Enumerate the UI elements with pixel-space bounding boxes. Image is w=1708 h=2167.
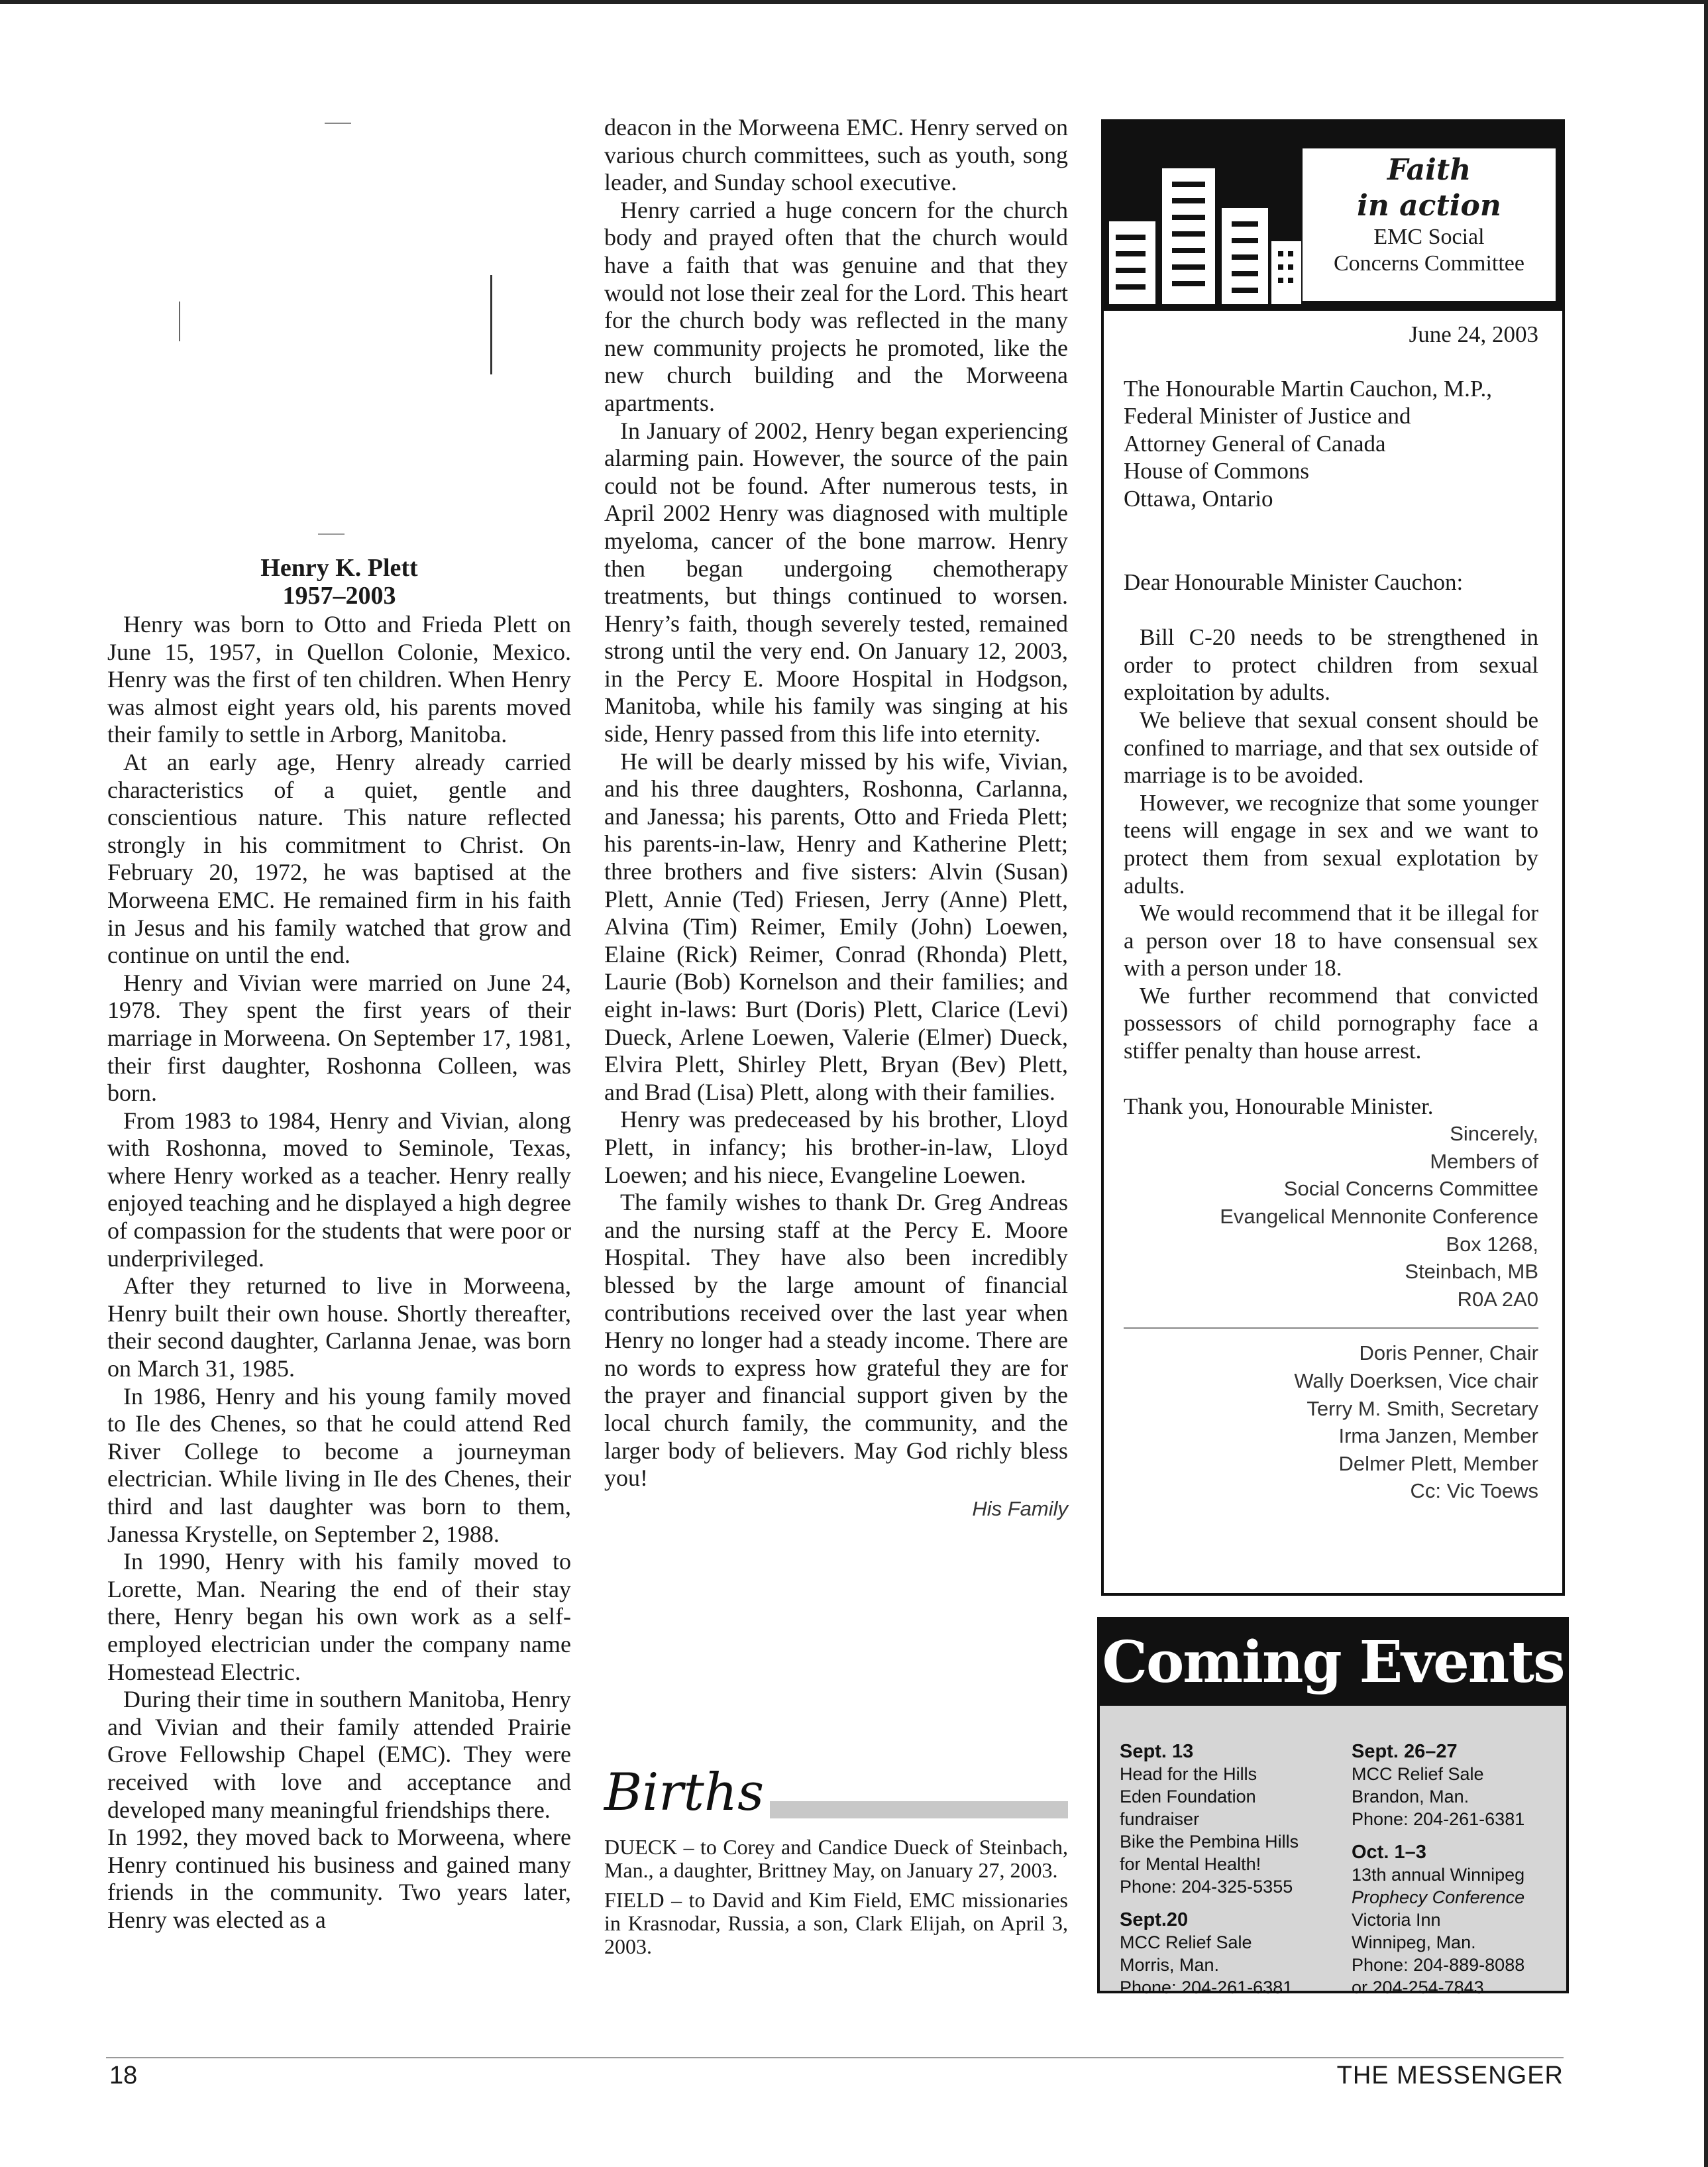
event-item: [1120, 1740, 1338, 1898]
faith-title-line2: in action: [1357, 189, 1501, 223]
photo-mark: [318, 533, 345, 535]
event-line: Bike the Pembina Hills: [1120, 1832, 1299, 1852]
obituary-years: 1957–2003: [282, 582, 396, 610]
faith-in-action-label: [1303, 148, 1556, 301]
faith-in-action-box: [1101, 119, 1565, 1596]
divider: [1124, 1327, 1538, 1329]
event-line: Phone: 204-325-5355: [1120, 1877, 1293, 1897]
letter-paragraph: We would recommend that it be illegal for a person over 18 to have consensual sex with a person under 18.: [1124, 900, 1538, 981]
member-line: Wally Doerksen, Vice chair: [1294, 1369, 1538, 1392]
letter-closing: Thank you, Honourable Minister.: [1124, 1093, 1434, 1119]
obituary-paragraph: During their time in southern Manitoba, Henry and Vivian and their family attended Prairie Grove Fellowship Chapel (EMC). They were received with love and acceptance and developed many meaningful friendships there.: [107, 1686, 571, 1823]
obituary-paragraph: In 1992, they moved back to Morweena, where Henry continued his business and gained many friends in the community. Two years later, Henry was elected as a: [107, 1824, 571, 1933]
event-line: or 204-254-7843: [1352, 1977, 1484, 1997]
births-header: [604, 1763, 1068, 1822]
obituary-paragraph: In 1986, Henry and his young family moved to Ile des Chenes, so that he could attend Red River College to become a journeyman electrician. While living in Ile des Chenes, their third and last daughter was born to them, Janessa Krystelle, on September 2, 1988.: [107, 1382, 571, 1547]
publication-name: THE MESSENGER: [1336, 2062, 1564, 2089]
obituary-paragraph: At an early age, Henry already carried characteristics of a quiet, gentle and conscientious nature. This nature reflected strongly in his commitment to Christ. On February 20, 1972, he was baptised at the Morweena EMC. He remained firm in his faith in Jesus and his family watched that grow and continue on until the end.: [107, 748, 571, 969]
committee-members: [1124, 1339, 1538, 1505]
member-line: Terry M. Smith, Secretary: [1307, 1396, 1538, 1420]
event-line: Winnipeg, Man.: [1352, 1932, 1476, 1952]
coming-events-box: [1097, 1617, 1569, 1997]
photo-mark: [325, 123, 351, 124]
births-title: Births: [604, 1763, 765, 1822]
obituary-paragraph: deacon in the Morweena EMC. Henry served on various church committees, such as youth, song leader, and Sunday school executive.: [604, 114, 1068, 196]
letter-address-line: Ottawa, Ontario: [1124, 485, 1273, 512]
event-line: Victoria Inn: [1352, 1910, 1441, 1930]
sign-off-line: Steinbach, MB: [1405, 1260, 1538, 1284]
event-line: Morris, Man.: [1120, 1955, 1220, 1975]
sign-off-line: Sincerely,: [1450, 1122, 1538, 1146]
obituary-paragraph: Henry carried a huge concern for the church body and prayed often that the church would have a faith that was genuine and that they would not lose their zeal for the Lord. This heart for the church body was reflected in the many new community projects he promoted, like the new church building and the Morweena apartments.: [604, 196, 1068, 416]
coming-events-title: Coming Events: [1100, 1620, 1566, 1706]
obituary-paragraph: Henry was predeceased by his brother, Lloyd Plett, in infancy; his brother-in-law, Lloyd Loewen; and his niece, Evangeline Loewen.: [604, 1106, 1068, 1188]
letter-address-line: Attorney General of Canada: [1124, 430, 1386, 457]
obituary-paragraph: In 1990, Henry with his family moved to Lorette, Man. Nearing the end of their stay there, Henry began his own work as a self-employed electrician under the company name Homestead Electric.: [107, 1548, 571, 1685]
sign-off-line: R0A 2A0: [1457, 1287, 1538, 1311]
event-date: Oct. 1–3: [1352, 1842, 1426, 1863]
faith-title-line1: Faith: [1387, 153, 1471, 187]
event-line: for Mental Health!: [1120, 1854, 1261, 1874]
obituary-paragraph: Henry and Vivian were married on June 24, 1978. They spent the first years of their marriage in Morweena. On September 17, 1981, their first daughter, Roshonna Colleen, was born.: [107, 969, 571, 1107]
event-line: Prophecy Conference: [1352, 1887, 1525, 1907]
births-header-bar: [770, 1801, 1068, 1818]
births-section: [604, 1836, 1068, 1965]
event-item: [1352, 1740, 1557, 1830]
obituary-column-2: [604, 114, 1068, 1522]
event-line: Brandon, Man.: [1352, 1787, 1469, 1806]
obituary-paragraph: From 1983 to 1984, Henry and Vivian, along with Roshonna, moved to Seminole, Texas, where Henry worked as a teacher. Henry really enjoyed teaching and he displayed a high degree of compassion for the students that were poor or underprivileged.: [107, 1107, 571, 1272]
photo-mark: [179, 302, 180, 341]
footer-rule: [106, 2057, 1564, 2058]
page-border-right: [1704, 0, 1708, 2167]
member-line: Delmer Plett, Member: [1338, 1451, 1538, 1475]
page-number: 18: [109, 2062, 138, 2089]
member-line: Doris Penner, Chair: [1359, 1341, 1538, 1365]
event-date: Sept. 13: [1120, 1741, 1194, 1762]
events-column-right: [1352, 1740, 1557, 2009]
letter-paragraph: We believe that sexual consent should be confined to marriage, and that sex outside of marriage is to be avoided.: [1124, 706, 1538, 789]
event-line: fundraiser: [1120, 1809, 1200, 1829]
event-line: Phone: 204-261-6381: [1352, 1809, 1525, 1829]
event-line: Phone: 204-261-6381: [1120, 1977, 1293, 1997]
faith-subtitle-line2: Concerns Committee: [1333, 251, 1524, 276]
letter-paragraph: Bill C-20 needs to be strengthened in order to protect children from sexual exploitation by adults.: [1124, 624, 1538, 706]
birth-entry: FIELD – to David and Kim Field, EMC missionaries in Krasnodar, Russia, a son, Clark Elijah, on April 3, 2003.: [604, 1888, 1068, 1958]
event-date: Sept. 26–27: [1352, 1741, 1458, 1762]
letter-address-line: Federal Minister of Justice and: [1124, 403, 1411, 429]
letter-paragraph: We further recommend that convicted possessors of child pornography face a stiffer penalty than house arrest.: [1124, 982, 1538, 1064]
letter-sign-off: [1124, 1120, 1538, 1313]
event-date: Sept.20: [1120, 1909, 1189, 1930]
obituary-signature: His Family: [972, 1496, 1068, 1520]
event-line: MCC Relief Sale: [1352, 1764, 1484, 1784]
event-item: [1120, 1909, 1338, 1999]
obituary-paragraph: He will be dearly missed by his wife, Vivian, and his three daughters, Roshonna, Carlanna, and Janessa; his parents, Otto and Frieda Plett; his parents-in-law, Henry and Katherine Plett; three brothers and five sisters: Alvin (Susan) Plett, Annie (Ted) Friesen, Jerry (Anne) Plett, Alvina (Tim) Reimer, Emily (John) Loewen, Elaine (Rick) Reimer, Conrad (Rhonda) Plett, Laurie (Bob) Kornelson and their families; and eight in-laws: Burt (Doris) Plett, Clarice (Levi) Dueck, Arlene Loewen, Valerie (Elmer) Dueck, Elvira Plett, Shirley Plett, Bryan (Bev) Plett, and Brad (Lisa) Plett, along with their families.: [604, 748, 1068, 1105]
birth-entry: DUECK – to Corey and Candice Dueck of Steinbach, Man., a daughter, Brittney May, on January 27, 2003.: [604, 1835, 1068, 1882]
event-line: 13th annual Winnipeg: [1352, 1865, 1525, 1885]
obituary-column-1: [107, 554, 571, 1934]
obituary-paragraph: Henry was born to Otto and Frieda Plett on June 15, 1957, in Quellon Colonie, Mexico. Henry was the first of ten children. When Henry was almost eight years old, his parents moved their family to settle in Arborg, Manitoba.: [107, 611, 571, 748]
event-line: Head for the Hills: [1120, 1764, 1257, 1784]
faith-in-action-header: [1104, 122, 1562, 311]
sign-off-line: Evangelical Mennonite Conference: [1220, 1205, 1538, 1229]
event-line: MCC Relief Sale: [1120, 1932, 1252, 1952]
page-border-top: [0, 0, 1708, 4]
obituary-paragraph: The family wishes to thank Dr. Greg Andreas and the nursing staff at the Percy E. Moore Hospital. They have also been incredibly blessed by the large amount of financial contributions received over the last year when Henry no longer had a steady income. There are no words to express how grateful they are for the prayer and financial support given by the local church family, the community, and the larger body of believers. May God richly bless you!: [604, 1189, 1068, 1492]
member-line: Cc: Vic Toews: [1410, 1479, 1538, 1503]
letter-address-line: House of Commons: [1124, 458, 1309, 484]
letter: [1124, 321, 1538, 1505]
sign-off-line: Members of: [1430, 1149, 1538, 1173]
obituary-paragraph: In January of 2002, Henry began experiencing alarming pain. However, the source of the pain could not be found. After numerous tests, in April 2002 Henry was diagnosed with multiple myeloma, cancer of the bone marrow. Henry then began undergoing chemotherapy treatments, but things continued to worsen. Henry’s faith, though severely tested, remained strong until the very end. On January 12, 2003, in the Percy E. Moore Hospital in Hodgson, Manitoba, while his family was singing at his side, Henry passed from this life into eternity.: [604, 417, 1068, 748]
obituary-name: Henry K. Plett: [260, 554, 418, 582]
event-line: Phone: 204-889-8088: [1352, 1955, 1525, 1975]
member-line: Irma Janzen, Member: [1338, 1424, 1538, 1448]
events-column-left: [1120, 1740, 1338, 2009]
obituary-paragraph: After they returned to live in Morweena, Henry built their own house. Shortly thereafter, their second daughter, Carlanna Jenae, was born on March 31, 1985.: [107, 1272, 571, 1382]
letter-paragraph: However, we recognize that some younger teens will engage in sex and we want to protect them from sexual explotation by adults.: [1124, 789, 1538, 899]
sign-off-line: Social Concerns Committee: [1283, 1177, 1538, 1201]
event-item: [1352, 1841, 1557, 1999]
sign-off-line: Box 1268,: [1446, 1232, 1538, 1256]
event-line: Eden Foundation: [1120, 1787, 1256, 1806]
letter-salutation: Dear Honourable Minister Cauchon:: [1124, 569, 1464, 595]
photo-mark: [490, 275, 492, 374]
city-skyline-icon: [1109, 142, 1301, 304]
obituary-photo-area: [159, 116, 504, 540]
letter-date: June 24, 2003: [1409, 321, 1538, 347]
faith-subtitle-line1: EMC Social: [1373, 225, 1485, 249]
letter-address-line: The Honourable Martin Cauchon, M.P.,: [1124, 375, 1493, 402]
